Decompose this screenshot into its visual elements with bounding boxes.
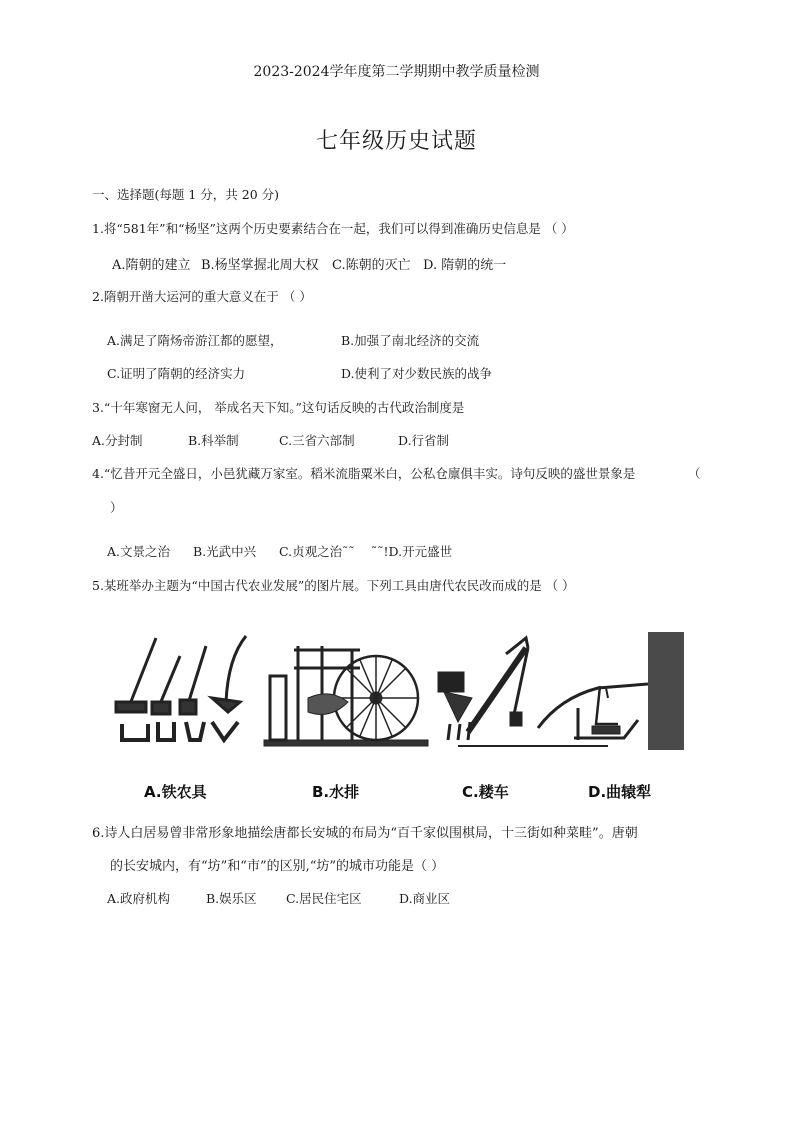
iron-tools-illustration — [116, 636, 246, 740]
figure-label-a: A.铁农具 — [144, 783, 207, 801]
q6-option-d: D.商业区 — [399, 891, 451, 906]
figure-label-d: D.曲辕犁 — [588, 783, 652, 801]
q4-option-a: A.文景之治 — [107, 544, 171, 559]
q2-option-c: C.证明了隋朝的经济实力 — [107, 366, 246, 381]
q1-option-d: D. 隋朝的统一 — [423, 258, 507, 273]
q3-option-b: B.科举制 — [188, 433, 239, 448]
q3-option-a: A.分封制 — [92, 433, 143, 448]
q4-option-d: ˜˜!D.开元盛世 — [371, 544, 453, 559]
q2-option-d: D.使利了对少数民族的战争 — [341, 366, 493, 381]
exam-title: 七年级历史试题 — [315, 129, 477, 154]
figure-label-b: B.水排 — [312, 783, 360, 801]
question-6-stem-line-1: 6.诗人白居易曾非常形象地描绘唐都长安城的布局为“百千家似围棋局，十三街如种菜畦”。唐朝 — [92, 826, 638, 841]
q6-option-c: C.居民住宅区 — [286, 891, 362, 906]
question-3-stem: 3.“十年寒窗无人问， 举成名天下知。”这句话反映的古代政治制度是 — [92, 400, 465, 415]
q6-option-a: A.政府机构 — [107, 891, 171, 906]
question-6-stem-line-2: 的长安城内，有“坊”和“市”的区别,“坊”的城市功能是（ ） — [110, 859, 445, 874]
section-heading: 一、选择题(每题 1 分，共 20 分) — [92, 187, 280, 202]
q1-option-a: A.隋朝的建立 — [112, 258, 191, 273]
q3-option-c: C.三省六部制 — [279, 433, 355, 448]
question-2-stem: 2.隋朝开凿大运河的重大意义在于 （ ） — [92, 289, 312, 304]
farm-tools-figure — [108, 628, 692, 806]
q4-option-c: C.贞观之治˜˜ — [279, 544, 355, 559]
q1-option-b: B.杨坚掌握北周大权 — [201, 258, 319, 273]
q4-option-b: B.光武中兴 — [193, 544, 257, 559]
q2-option-a: A.满足了隋炀帝游江都的愿望， — [107, 333, 283, 348]
question-1-stem: 1.将“581年”和“杨坚”这两个历史要素结合在一起，我们可以得到准确历史信息是 （ ） — [92, 221, 574, 236]
q4-paren-open: （ — [688, 466, 701, 481]
exam-term-header: 2023-2024学年度第二学期期中教学质量检测 — [253, 64, 540, 80]
q1-option-c: C.陈朝的灭亡 — [332, 258, 411, 273]
q6-option-b: B.娱乐区 — [206, 891, 257, 906]
question-5-stem: 5.某班举办主题为“中国古代农业发展”的图片展。下列工具由唐代农民改而成的是 （ ） — [92, 578, 575, 593]
question-4-stem: 4.“忆昔开元全盛日，小邑犹藏万家室。稻米流脂粟米白，公私仓廪俱丰实。诗句反映的盛世景象是 — [92, 466, 636, 481]
water-bellows-illustration — [264, 646, 428, 746]
q2-option-b: B.加强了南北经济的交流 — [341, 333, 480, 348]
curved-plow-illustration — [538, 632, 684, 750]
figure-label-c: C.耧车 — [462, 783, 509, 801]
q3-option-d: D.行省制 — [398, 433, 450, 448]
q4-paren-close: ） — [110, 500, 123, 515]
